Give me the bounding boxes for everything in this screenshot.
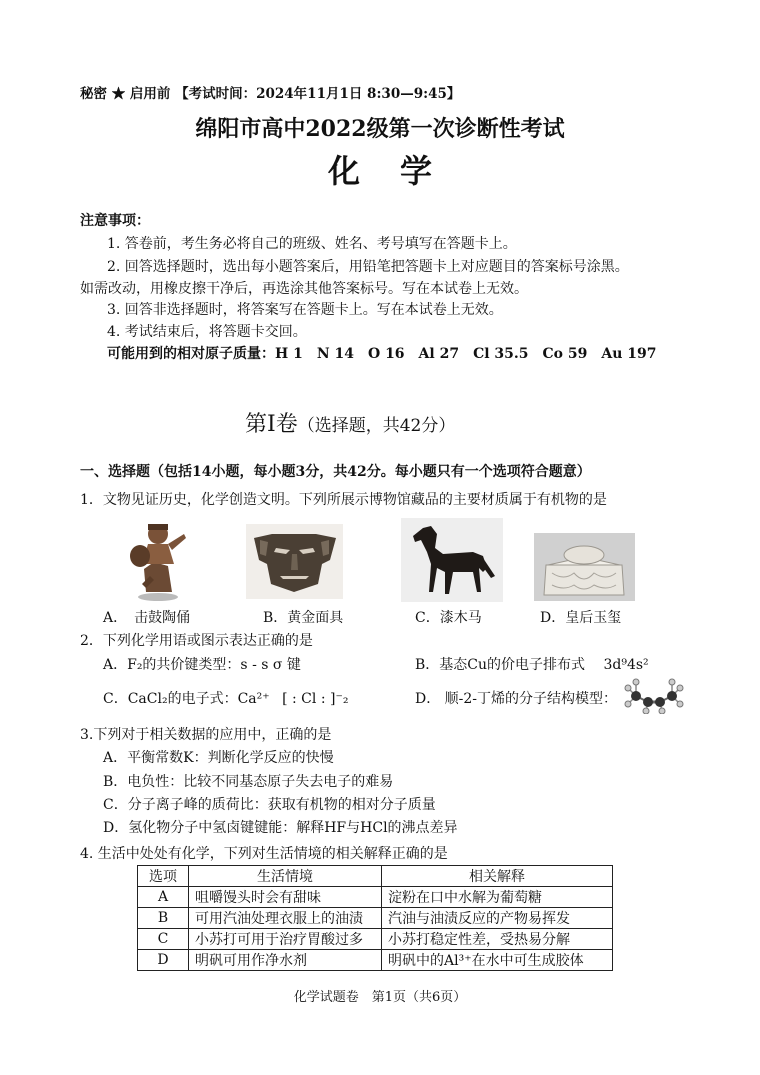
gold-mask-image xyxy=(246,524,343,599)
q1-option-b: B．黄金面具 xyxy=(263,610,344,626)
table-cell: 明矾中的Al³⁺在水中可生成胶体 xyxy=(382,950,613,971)
section-name: 第Ⅰ卷 xyxy=(245,412,298,437)
molecule-model-image xyxy=(622,676,684,714)
section-subtitle: （选择题，共42分） xyxy=(297,416,456,436)
table-header: 选项 xyxy=(138,866,189,887)
note-item: 4. 考试结束后，将答题卡交回。 xyxy=(107,324,307,340)
q3-option-d: D．氢化物分子中氢卤键键能：解释HF与HCl的沸点差异 xyxy=(103,820,458,836)
table-cell: C xyxy=(138,929,189,950)
table-cell: A xyxy=(138,887,189,908)
table-cell: B xyxy=(138,908,189,929)
table-cell: 明矾可用作净水剂 xyxy=(189,950,382,971)
q3-option-a: A．平衡常数K：判断化学反应的快慢 xyxy=(103,750,334,766)
table-cell: D xyxy=(138,950,189,971)
electron-formula: [ : Cl : ]⁻₂ xyxy=(282,691,349,707)
note-item: 2. 回答选择题时，选出每小题答案后，用铅笔把答题卡上对应题目的答案标号涂黑。 xyxy=(107,259,629,275)
q2-option-a: A．F₂的共价键类型：s - s σ 键 xyxy=(103,657,301,673)
q2-option-b xyxy=(415,654,649,674)
q2-option-c-text: C．CaCl₂的电子式：Ca²⁺ xyxy=(103,691,270,707)
secret-line: 秘密 ★ 启用前 【考试时间：2024年11月1日 8:30—9:45】 xyxy=(80,86,461,102)
q1-stem: 1．文物见证历史，化学创造文明。下列所展示博物馆藏品的主要材质属于有机物的是 xyxy=(80,492,607,508)
note-item: 3. 回答非选择题时，将答案写在答题卡上。写在本试卷上无效。 xyxy=(107,302,503,318)
cu-config: 3d⁹4s² xyxy=(603,657,649,673)
page-footer: 化学试题卷 第1页（共6页） xyxy=(293,990,467,1005)
table-header: 相关解释 xyxy=(382,866,613,887)
table-row xyxy=(138,929,613,950)
q3-option-b: B．电负性：比较不同基态原子失去电子的难易 xyxy=(103,774,394,790)
table-cell: 咀嚼馒头时会有甜味 xyxy=(189,887,382,908)
table-cell: 小苏打稳定性差，受热易分解 xyxy=(382,929,613,950)
q3-stem: 3.下列对于相关数据的应用中，正确的是 xyxy=(80,727,332,743)
q1-option-d: D．皇后玉玺 xyxy=(540,610,622,626)
note-item: 如需改动，用橡皮擦干净后，再选涂其他答案标号。写在本试卷上无效。 xyxy=(80,281,528,297)
q4-stem: 4. 生活中处处有化学，下列对生活情境的相关解释正确的是 xyxy=(80,846,448,862)
table-row xyxy=(138,908,613,929)
jade-seal-image xyxy=(534,533,635,601)
q3-option-c: C．分子离子峰的质荷比：获取有机物的相对分子质量 xyxy=(103,797,436,813)
q2-option-c xyxy=(103,688,348,708)
figurine-image xyxy=(124,514,192,602)
table-cell: 可用汽油处理衣服上的油渍 xyxy=(189,908,382,929)
table-cell: 淀粉在口中水解为葡萄糖 xyxy=(382,887,613,908)
table-header: 生活情境 xyxy=(189,866,382,887)
note-item: 1. 答卷前，考生务必将自己的班级、姓名、考号填写在答题卡上。 xyxy=(107,236,517,252)
q2-option-d: D． 顺-2-丁烯的分子结构模型： xyxy=(415,691,618,707)
wooden-horse-image xyxy=(401,518,503,602)
part-heading: 一、选择题（包括14小题，每小题3分，共42分。每小题只有一个选项符合题意） xyxy=(80,464,591,480)
atomic-masses: 可能用到的相对原子质量：H 1 N 14 O 16 Al 27 Cl 35.5 Co 59 Au 197 xyxy=(107,346,657,362)
exam-title: 绵阳市高中2022级第一次诊断性考试 xyxy=(195,116,565,142)
table-cell: 小苏打可用于治疗胃酸过多 xyxy=(189,929,382,950)
q2-option-b-text: B．基态Cu的价电子排布式 xyxy=(415,657,586,673)
q4-table xyxy=(137,865,613,971)
section-title xyxy=(245,407,455,438)
q1-option-c: C．漆木马 xyxy=(415,610,482,626)
table-header-row xyxy=(138,866,613,887)
q2-stem: 2．下列化学用语或图示表达正确的是 xyxy=(80,633,313,649)
notes-heading: 注意事项： xyxy=(80,213,150,229)
table-row xyxy=(138,887,613,908)
subject-title: 化学 xyxy=(327,152,472,190)
table-row xyxy=(138,950,613,971)
q1-option-a: A． 击鼓陶俑 xyxy=(103,610,191,626)
table-cell: 汽油与油渍反应的产物易挥发 xyxy=(382,908,613,929)
